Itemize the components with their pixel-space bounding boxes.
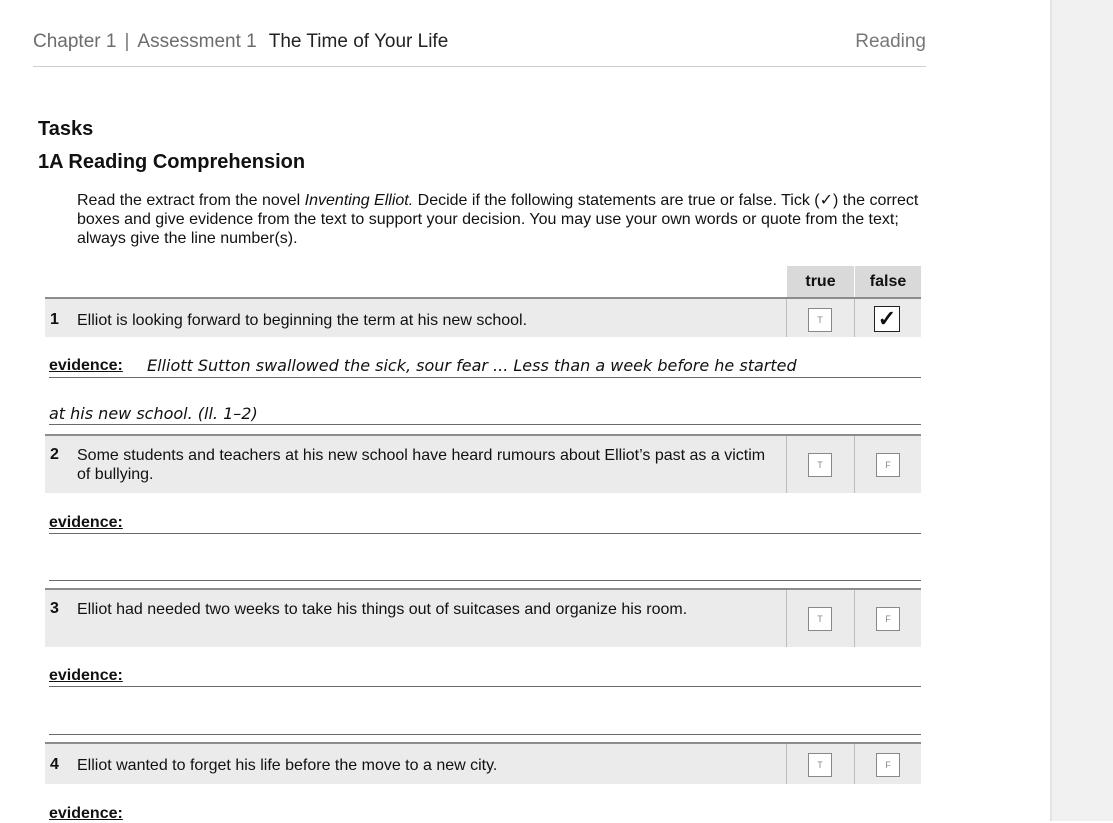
novel-title: Inventing Elliot. <box>304 192 414 209</box>
evidence-line <box>49 533 921 534</box>
true-checkbox[interactable]: T <box>808 308 832 332</box>
true-checkbox[interactable]: T <box>808 607 832 631</box>
question-row-2 <box>45 434 921 493</box>
section-heading: 1A Reading Comprehension <box>38 151 306 173</box>
evidence-answer-line-1: Elliott Sutton swallowed the sick, sour fear ... Less than a week before he started <box>147 356 797 375</box>
assessment-title: The Time of Your Life <box>268 31 449 52</box>
evidence-line <box>49 686 921 687</box>
question-number: 4 <box>50 756 59 773</box>
question-text: Elliot is looking forward to beginning the term at his new school. <box>77 312 528 329</box>
assessment-label: Assessment 1 <box>137 31 257 52</box>
page-header <box>33 28 926 67</box>
question-text: Some students and teachers at his new school have heard rumours about Elliot’s past as a victim of bullying. <box>77 447 766 483</box>
evidence-label: evidence: <box>49 805 123 822</box>
chapter-label: Chapter 1 <box>33 31 117 52</box>
evidence-answer-line-2: at his new school. (ll. 1–2) <box>49 404 258 423</box>
false-checkbox-checked[interactable]: ✓ <box>874 306 900 332</box>
true-checkbox[interactable]: T <box>808 453 832 477</box>
evidence-label: evidence: <box>49 667 123 684</box>
header-separator: | <box>124 31 130 52</box>
evidence-label: evidence: <box>49 357 123 374</box>
false-checkbox[interactable]: F <box>876 753 900 777</box>
section-label: Reading <box>855 31 926 52</box>
column-header-false: false <box>855 266 921 297</box>
false-checkbox[interactable]: F <box>876 607 900 631</box>
column-header-true: true <box>787 266 854 297</box>
evidence-line <box>49 580 921 581</box>
question-number: 1 <box>50 311 59 328</box>
question-number: 3 <box>50 600 59 617</box>
instructions: Read the extract from the novel Inventing Elliot. Decide if the following statements are true or false. Tick (✓) the correct boxes and give evidence from the text to support your decision. You may use your own words or quote from the text; always give the line number(s). <box>77 192 919 247</box>
viewer-gutter <box>1050 0 1113 821</box>
evidence-label: evidence: <box>49 514 123 531</box>
tasks-heading: Tasks <box>38 118 94 140</box>
page-edge <box>1050 0 1052 821</box>
evidence-line <box>49 424 921 425</box>
true-checkbox[interactable]: T <box>808 753 832 777</box>
false-checkbox[interactable]: F <box>876 453 900 477</box>
evidence-line <box>49 377 921 378</box>
question-text: Elliot wanted to forget his life before the move to a new city. <box>77 757 498 774</box>
question-row-4 <box>45 742 921 784</box>
question-text: Elliot had needed two weeks to take his things out of suitcases and organize his room. <box>77 601 688 618</box>
evidence-line <box>49 734 921 735</box>
question-row-1 <box>45 297 921 337</box>
question-row-3 <box>45 588 921 647</box>
question-number: 2 <box>50 446 59 463</box>
